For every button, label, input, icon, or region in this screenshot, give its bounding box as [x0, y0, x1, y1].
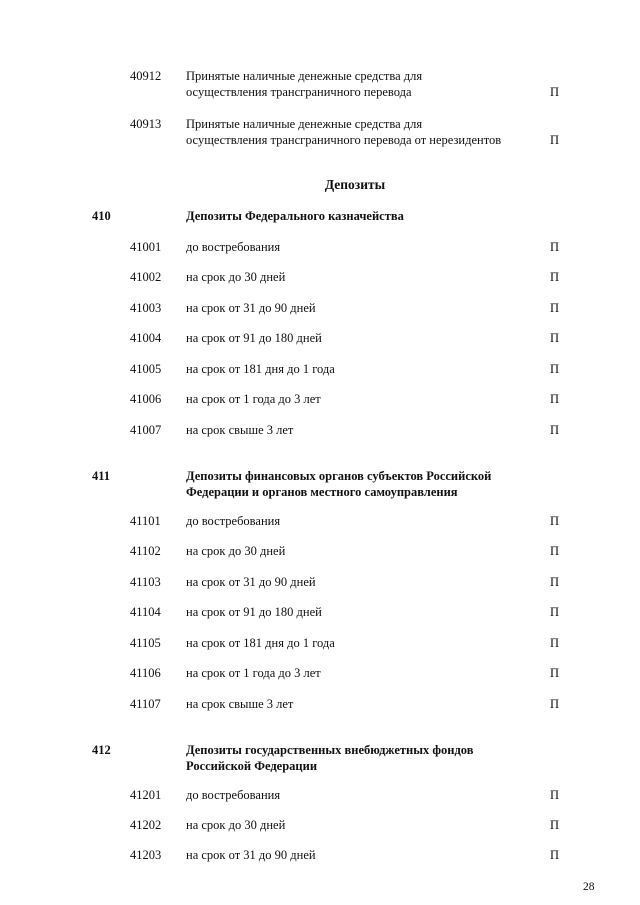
account-description: осуществления трансграничного перевода от нерезидентов: [186, 133, 502, 147]
account-code: 40913: [130, 117, 162, 131]
account-description: до востребования: [186, 514, 281, 528]
account-description: на срок от 181 дня до 1 года: [186, 362, 335, 376]
account-code: 41002: [130, 270, 162, 284]
account-code: 41003: [130, 301, 162, 315]
account-type-mark: П: [550, 392, 560, 406]
account-type-mark: П: [550, 85, 560, 99]
account-description: на срок от 181 дня до 1 года: [186, 636, 335, 650]
account-type-mark: П: [550, 848, 560, 862]
account-description: на срок от 31 до 90 дней: [186, 848, 316, 862]
account-description: на срок свыше 3 лет: [186, 423, 294, 437]
account-description: на срок до 30 дней: [186, 818, 286, 832]
account-type-mark: П: [550, 544, 560, 558]
account-description: на срок от 91 до 180 дней: [186, 331, 322, 345]
account-type-mark: П: [550, 423, 560, 437]
account-description: на срок свыше 3 лет: [186, 697, 294, 711]
account-type-mark: П: [550, 240, 560, 254]
account-description: на срок от 1 года до 3 лет: [186, 392, 321, 406]
account-code: 41105: [130, 636, 161, 650]
account-type-mark: П: [550, 697, 560, 711]
account-type-mark: П: [550, 362, 560, 376]
account-code: 41106: [130, 666, 161, 680]
account-description: на срок до 30 дней: [186, 544, 286, 558]
account-description: на срок от 31 до 90 дней: [186, 575, 316, 589]
account-type-mark: П: [550, 575, 560, 589]
section-title: Депозиты государственных внебюджетных фондов: [186, 743, 474, 757]
account-type-mark: П: [550, 788, 560, 802]
section-title: Российской Федерации: [186, 759, 318, 773]
account-code: 41202: [130, 818, 162, 832]
section-title: Депозиты Федерального казначейства: [186, 209, 404, 223]
section-heading: Депозиты: [324, 177, 386, 192]
account-code: 41006: [130, 392, 162, 406]
account-code: 41107: [130, 697, 161, 711]
account-description: до востребования: [186, 240, 281, 254]
section-code: 410: [92, 209, 111, 223]
account-description: на срок от 1 года до 3 лет: [186, 666, 321, 680]
account-code: 41001: [130, 240, 162, 254]
account-description: осуществления трансграничного перевода: [186, 85, 412, 99]
account-type-mark: П: [550, 331, 560, 345]
account-description: на срок от 31 до 90 дней: [186, 301, 316, 315]
account-description: Принятые наличные денежные средства для: [186, 117, 423, 131]
account-description: на срок до 30 дней: [186, 270, 286, 284]
account-code: 41203: [130, 848, 162, 862]
account-description: на срок от 91 до 180 дней: [186, 605, 322, 619]
section-title: Федерации и органов местного самоуправления: [186, 485, 458, 499]
account-code: 41104: [130, 605, 161, 619]
account-code: 41101: [130, 514, 161, 528]
account-description: до востребования: [186, 788, 281, 802]
account-type-mark: П: [550, 666, 560, 680]
account-code: 41103: [130, 575, 161, 589]
section-title: Депозиты финансовых органов субъектов Российской: [186, 469, 492, 483]
account-type-mark: П: [550, 636, 560, 650]
account-description: Принятые наличные денежные средства для: [186, 69, 423, 83]
account-type-mark: П: [550, 605, 560, 619]
account-code: 41102: [130, 544, 161, 558]
account-type-mark: П: [550, 818, 560, 832]
account-type-mark: П: [550, 270, 560, 284]
account-code: 40912: [130, 69, 162, 83]
account-code: 41007: [130, 423, 162, 437]
account-type-mark: П: [550, 514, 560, 528]
account-code: 41005: [130, 362, 162, 376]
section-code: 412: [92, 743, 111, 757]
section-code: 411: [92, 469, 111, 483]
page-number: 28: [583, 881, 595, 893]
account-type-mark: П: [550, 301, 560, 315]
account-type-mark: П: [550, 133, 560, 147]
account-code: 41004: [130, 331, 162, 345]
account-code: 41201: [130, 788, 162, 802]
